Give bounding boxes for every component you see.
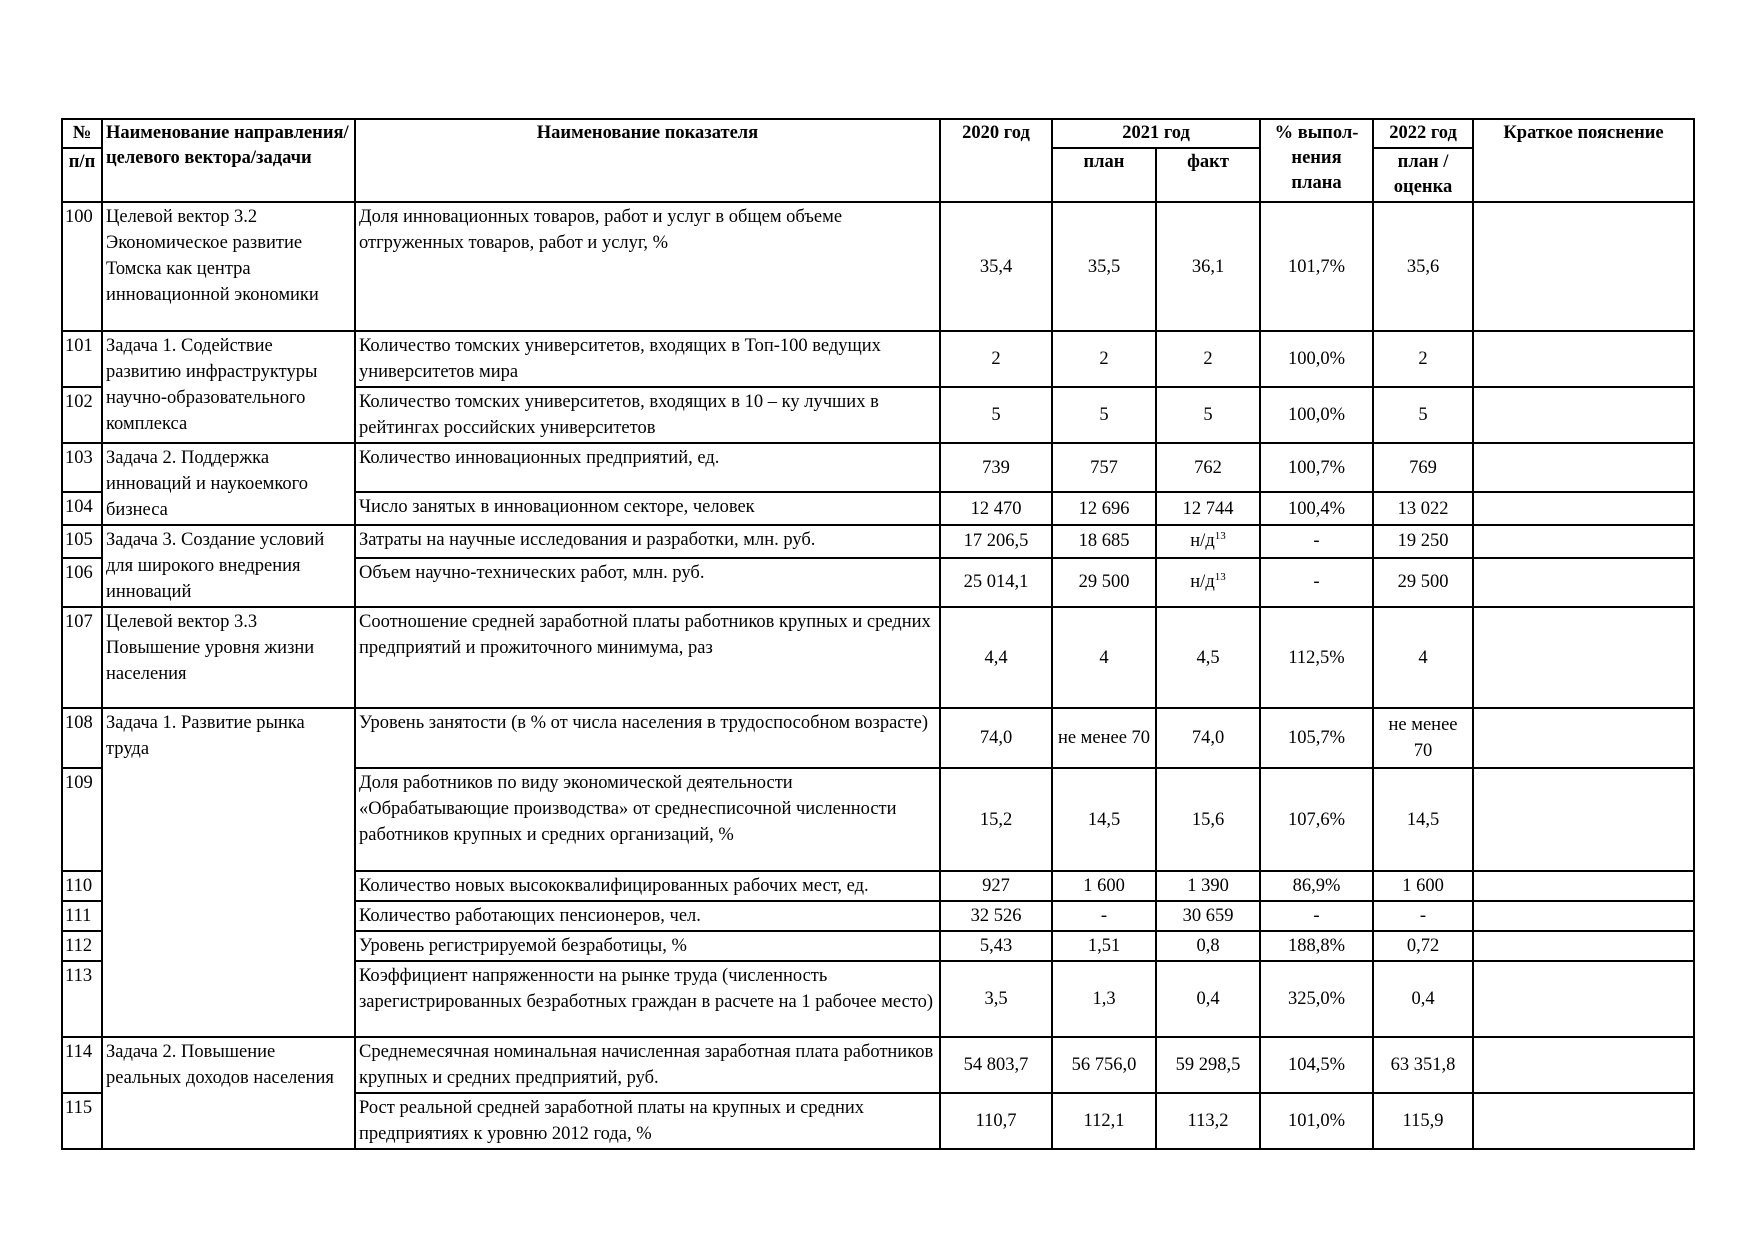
row-indicator-name: Соотношение средней заработной платы работников крупных и средних предприятий и прожиточного минимума, раз	[355, 607, 940, 708]
row-group-name: Целевой вектор 3.2 Экономическое развитие Томска как центра инновационной экономики	[102, 202, 355, 331]
row-number: 114	[62, 1037, 102, 1093]
value-2021-fact: 1 390	[1156, 871, 1260, 901]
row-group-name: Задача 1. Развитие рынка труда	[102, 708, 355, 1037]
value-2021-fact: 2	[1156, 331, 1260, 387]
indicators-table	[61, 118, 1695, 1150]
header-direction: Наименование направления/целевого вектора/задачи	[102, 119, 355, 202]
value-2021-plan: 29 500	[1052, 558, 1156, 607]
value-2022: 29 500	[1373, 558, 1473, 607]
note-cell	[1473, 492, 1694, 525]
row-number: 115	[62, 1093, 102, 1149]
row-indicator-name: Число занятых в инновационном секторе, человек	[355, 492, 940, 525]
value-2022: 0,4	[1373, 961, 1473, 1037]
row-number: 113	[62, 961, 102, 1037]
value-2021-fact: 5	[1156, 387, 1260, 443]
value-2021-fact: 4,5	[1156, 607, 1260, 708]
value-2020: 5,43	[940, 931, 1052, 961]
row-indicator-name: Доля работников по виду экономической деятельности «Обрабатывающие производства» от среднесписочной численности работников крупных и средних организаций, %	[355, 768, 940, 871]
row-indicator-name: Уровень регистрируемой безработицы, %	[355, 931, 940, 961]
value-2020: 25 014,1	[940, 558, 1052, 607]
note-cell	[1473, 768, 1694, 871]
value-percent: 86,9%	[1260, 871, 1373, 901]
value-2022: 2	[1373, 331, 1473, 387]
value-2021-plan: 14,5	[1052, 768, 1156, 871]
value-2020: 927	[940, 871, 1052, 901]
header-2022-plan-estimate: план / оценка	[1373, 148, 1473, 202]
value-2022: 115,9	[1373, 1093, 1473, 1149]
value-2022: 35,6	[1373, 202, 1473, 331]
header-note: Краткое пояснение	[1473, 119, 1694, 202]
value-2021-plan: 18 685	[1052, 525, 1156, 558]
note-cell	[1473, 202, 1694, 331]
row-number: 109	[62, 768, 102, 871]
table-row	[62, 525, 1694, 558]
value-2020: 110,7	[940, 1093, 1052, 1149]
value-2020: 32 526	[940, 901, 1052, 931]
value-2020: 17 206,5	[940, 525, 1052, 558]
value-2020: 2	[940, 331, 1052, 387]
header-2020: 2020 год	[940, 119, 1052, 202]
header-indicator: Наименование показателя	[355, 119, 940, 202]
value-2020: 74,0	[940, 708, 1052, 768]
value-2022: 63 351,8	[1373, 1037, 1473, 1093]
value-2021-fact: 762	[1156, 443, 1260, 492]
value-2021-fact: 12 744	[1156, 492, 1260, 525]
row-indicator-name: Количество работающих пенсионеров, чел.	[355, 901, 940, 931]
header-number-top: №	[72, 123, 92, 143]
value-2022: 769	[1373, 443, 1473, 492]
row-number: 112	[62, 931, 102, 961]
value-2021-plan: не менее 70	[1052, 708, 1156, 768]
row-number: 105	[62, 525, 102, 558]
note-cell	[1473, 961, 1694, 1037]
value-2021-fact: 113,2	[1156, 1093, 1260, 1149]
value-2021-fact: 59 298,5	[1156, 1037, 1260, 1093]
header-percent: % выпол-нения плана	[1260, 119, 1373, 202]
value-2021-fact	[1156, 558, 1260, 607]
note-cell	[1473, 871, 1694, 901]
row-group-name: Задача 2. Повышение реальных доходов населения	[102, 1037, 355, 1149]
note-cell	[1473, 1093, 1694, 1149]
row-indicator-name: Количество томских университетов, входящих в Топ-100 ведущих университетов мира	[355, 331, 940, 387]
value-2021-fact: 15,6	[1156, 768, 1260, 871]
value-2020: 15,2	[940, 768, 1052, 871]
value-2021-fact: 30 659	[1156, 901, 1260, 931]
row-number: 107	[62, 607, 102, 708]
value-2020: 5	[940, 387, 1052, 443]
header-2021-plan: план	[1052, 148, 1156, 202]
value-2020: 35,4	[940, 202, 1052, 331]
value-percent: 188,8%	[1260, 931, 1373, 961]
note-cell	[1473, 708, 1694, 768]
row-number: 101	[62, 331, 102, 387]
value-text: н/д	[1190, 531, 1215, 552]
table-row	[62, 607, 1694, 708]
note-cell	[1473, 558, 1694, 607]
row-number: 103	[62, 443, 102, 492]
row-number: 108	[62, 708, 102, 768]
value-2021-plan: 1,3	[1052, 961, 1156, 1037]
table-row	[62, 443, 1694, 492]
value-percent: -	[1260, 525, 1373, 558]
value-2020: 54 803,7	[940, 1037, 1052, 1093]
value-percent: 105,7%	[1260, 708, 1373, 768]
value-percent: 101,7%	[1260, 202, 1373, 331]
header-2022: 2022 год	[1373, 119, 1473, 148]
table-row	[62, 708, 1694, 768]
value-percent: -	[1260, 558, 1373, 607]
header-2021-fact: факт	[1156, 148, 1260, 202]
note-cell	[1473, 387, 1694, 443]
row-group-name: Целевой вектор 3.3 Повышение уровня жизни населения	[102, 607, 355, 708]
value-2021-fact	[1156, 525, 1260, 558]
value-2022: 1 600	[1373, 871, 1473, 901]
value-percent: 112,5%	[1260, 607, 1373, 708]
row-indicator-name: Затраты на научные исследования и разработки, млн. руб.	[355, 525, 940, 558]
value-2021-fact: 74,0	[1156, 708, 1260, 768]
value-2022: 5	[1373, 387, 1473, 443]
table-row	[62, 1037, 1694, 1093]
header-2021: 2021 год	[1052, 119, 1260, 148]
row-indicator-name: Доля инновационных товаров, работ и услуг в общем объеме отгруженных товаров, работ и услуг, %	[355, 202, 940, 331]
value-2021-plan: 2	[1052, 331, 1156, 387]
row-group-name: Задача 3. Создание условий для широкого внедрения инноваций	[102, 525, 355, 607]
note-cell	[1473, 607, 1694, 708]
value-2021-plan: 56 756,0	[1052, 1037, 1156, 1093]
note-cell	[1473, 331, 1694, 387]
value-2021-plan: -	[1052, 901, 1156, 931]
value-2020: 12 470	[940, 492, 1052, 525]
value-2021-plan: 1,51	[1052, 931, 1156, 961]
row-number: 104	[62, 492, 102, 525]
value-percent: 100,4%	[1260, 492, 1373, 525]
header-number	[62, 119, 102, 148]
row-number: 100	[62, 202, 102, 331]
value-2021-plan: 757	[1052, 443, 1156, 492]
value-2022: не менее 70	[1373, 708, 1473, 768]
value-percent: 104,5%	[1260, 1037, 1373, 1093]
note-cell	[1473, 525, 1694, 558]
row-indicator-name: Объем научно-технических работ, млн. руб.	[355, 558, 940, 607]
value-percent: 101,0%	[1260, 1093, 1373, 1149]
row-indicator-name: Уровень занятости (в % от числа населения в трудоспособном возрасте)	[355, 708, 940, 768]
note-cell	[1473, 901, 1694, 931]
value-2021-plan: 4	[1052, 607, 1156, 708]
row-indicator-name: Среднемесячная номинальная начисленная заработная плата работников крупных и средних предприятий, руб.	[355, 1037, 940, 1093]
table-row	[62, 202, 1694, 331]
footnote-mark: 13	[1214, 571, 1226, 584]
row-number: 111	[62, 901, 102, 931]
row-number: 102	[62, 387, 102, 443]
value-2021-fact: 36,1	[1156, 202, 1260, 331]
row-indicator-name: Количество новых высококвалифицированных рабочих мест, ед.	[355, 871, 940, 901]
value-percent: 100,0%	[1260, 331, 1373, 387]
header-number-bottom: п/п	[62, 148, 102, 202]
value-2022: -	[1373, 901, 1473, 931]
value-2021-plan: 1 600	[1052, 871, 1156, 901]
value-2022: 4	[1373, 607, 1473, 708]
value-2021-fact: 0,8	[1156, 931, 1260, 961]
value-2021-fact: 0,4	[1156, 961, 1260, 1037]
value-2020: 739	[940, 443, 1052, 492]
value-percent: -	[1260, 901, 1373, 931]
value-2021-plan: 12 696	[1052, 492, 1156, 525]
value-2021-plan: 35,5	[1052, 202, 1156, 331]
note-cell	[1473, 931, 1694, 961]
value-2021-plan: 112,1	[1052, 1093, 1156, 1149]
value-percent: 100,0%	[1260, 387, 1373, 443]
value-text: н/д	[1190, 572, 1215, 593]
table-row	[62, 331, 1694, 387]
value-2022: 13 022	[1373, 492, 1473, 525]
value-percent: 107,6%	[1260, 768, 1373, 871]
row-group-name: Задача 1. Содействие развитию инфраструктуры научно-образовательного комплекса	[102, 331, 355, 443]
row-indicator-name: Рост реальной средней заработной платы на крупных и средних предприятиях к уровню 2012 года, %	[355, 1093, 940, 1149]
row-indicator-name: Количество томских университетов, входящих в 10 – ку лучших в рейтингах российских университетов	[355, 387, 940, 443]
value-2021-plan: 5	[1052, 387, 1156, 443]
value-percent: 325,0%	[1260, 961, 1373, 1037]
value-2022: 0,72	[1373, 931, 1473, 961]
value-2020: 3,5	[940, 961, 1052, 1037]
value-percent: 100,7%	[1260, 443, 1373, 492]
value-2022: 14,5	[1373, 768, 1473, 871]
row-group-name: Задача 2. Поддержка инноваций и наукоемкого бизнеса	[102, 443, 355, 525]
row-number: 106	[62, 558, 102, 607]
row-number: 110	[62, 871, 102, 901]
note-cell	[1473, 443, 1694, 492]
value-2022: 19 250	[1373, 525, 1473, 558]
note-cell	[1473, 1037, 1694, 1093]
table-body	[62, 202, 1694, 1149]
footnote-mark: 13	[1214, 530, 1226, 543]
value-2020: 4,4	[940, 607, 1052, 708]
row-indicator-name: Коэффициент напряженности на рынке труда (численность зарегистрированных безработных граждан в расчете на 1 рабочее место)	[355, 961, 940, 1037]
row-indicator-name: Количество инновационных предприятий, ед.	[355, 443, 940, 492]
